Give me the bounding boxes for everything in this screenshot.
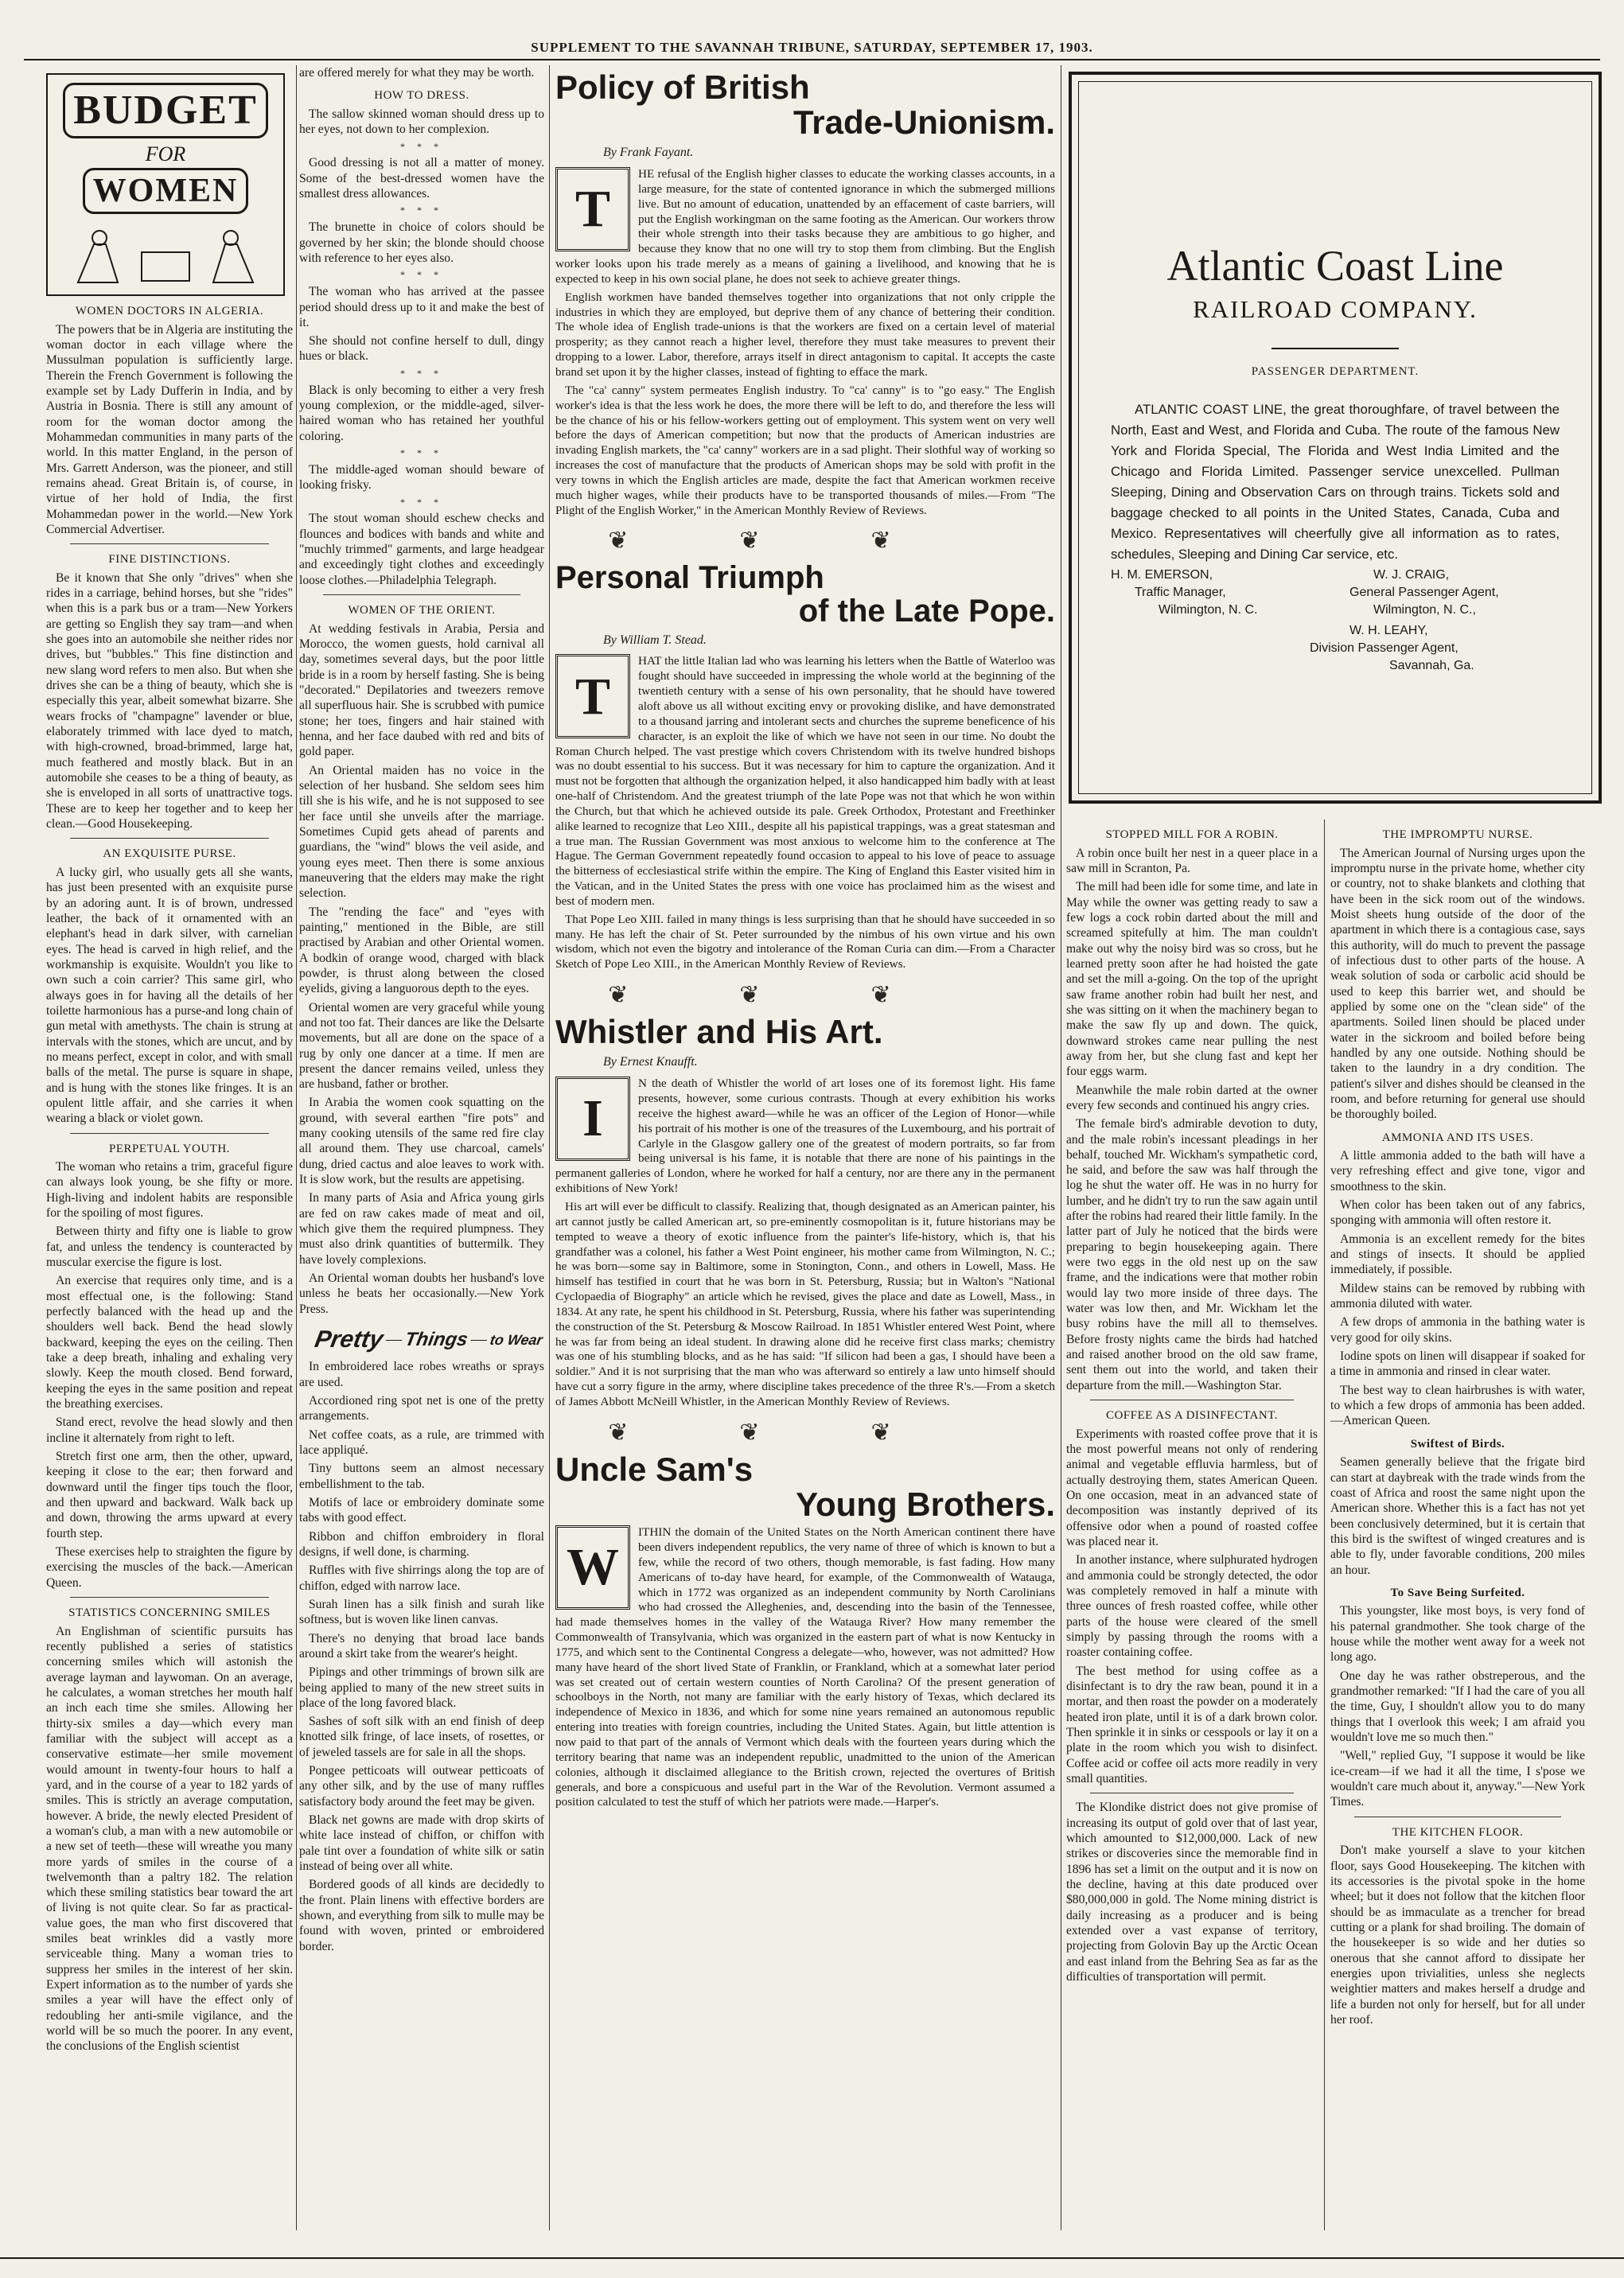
paragraph: Tiny buttons seem an almost necessary embellishment to the tab. (299, 1462, 544, 1491)
ad-city: Wilmington, N. C. (1159, 603, 1258, 617)
paragraph: English workmen have banded themselves together into organizations that not only cripple the industries in which they are employed, but deprive them of any chance of bettering their condition. The whole idea of English trade-unions is that the workers are fixed on a certain level of material prosperity; as they cannot reach a higher level, therefore they must take measures to prevent their dropping to a lower. Labor, therefore, arrays itself in direct antagonism to capital. It accepts the caste brand set upon it by the higher classes, instead of fighting to efface the mark. (555, 290, 1055, 379)
paragraph: HAT the little Italian lad who was learning his letters when the Battle of Waterloo was fought should have succeeded in impressing the whole world at the beginning of the twentieth century with a sense of his own personality, that he should have towered aloft above us all without exciting envy or provoking dislike, and have demonstrated to a thousand jarring and intolerant sects and churches the supreme beneficence of his character, is an exploit the like of which we have not seen in our time. No doubt the Roman Church helped. The vast prestige which covers Christendom with its twelve hundred bishops was no doubt essential to his success. But it was necessary for him to capture the organization. And it must not be forgotten that although the organization helped, it also handicapped him badly with at least one-half of Christendom. And the greatest triumph of the late Pope was not that which he won within the Church, but that which he achieved outside its pale. Greek Orthodox, Protestant and Freethinker alike learned to recognize that Leo XIII., despite all his papistical trappings, was a great statesman and a true man. The Russian Government was most anxious to welcome him to the conference at The Hague. The German Government repeatedly found occasion to appeal to his love of peace to assuage the bitterness of ecclesiastical strife within the empire. The King of England this Easter visited him in the Vatican, and in the United States the press with one voice has proclaimed him as the wisest and best of modern men. (555, 654, 1055, 908)
ad-title: Atlantic Coast Line (1166, 242, 1504, 290)
paragraph: A little ammonia added to the bath will have a very refreshing effect and give tone, vigor and smoothness to the skin. (1330, 1149, 1585, 1194)
headline-trade-unionism (555, 70, 1055, 140)
ad-name: H. M. EMERSON, (1111, 568, 1213, 582)
star-separator: * * * (400, 140, 443, 152)
paragraph: An Oriental maiden has no voice in the selection of her husband. She seldom sees him till she is his wife, and he is not supposed to see her face until she unveils after the marriage. Sometimes Cupid gets ahead of parents and guardians, the "wind" blows the veil aside, and young eyes meet. Then there is some anxious maneuvering that the elders may make the right selection. (299, 763, 544, 901)
byline: By William T. Stead. (603, 633, 707, 647)
ad-role: Traffic Manager, (1135, 586, 1226, 600)
headline-whistler: Whistler and His Art. (555, 1013, 883, 1051)
paragraph: The mill had been idle for some time, and late in May while the owner was getting ready to saw a few logs a cock robin darted about the mill and screamed spitefully at him. The man couldn't make out why the noisy bird was so cross, but he learned pretty soon after he had hoisted the gate and set the mill a-going. On the top of the upright saw frame another robin had built her nest, and she was sitting on it when the machinery began to make the saw fly up and down. The quick, downward strokes came near pulling the nest away from her, but she clung fast and kept her four eggs warm. (1066, 880, 1318, 1079)
paragraph: N the death of Whistler the world of art loses one of its foremost light. His fame presents, however, some curious contrasts. Though at every exhibition his works receive the highest award—while he was an officer of the Legion of Honor—while his portrait of his mother is one of the treasures of the Luxembourg, and his portrait of Carlyle in the Glasgow gallery one of the greatest of modern portraits, so far from being universal is his fame, it is notable that there are none of his paintings in the permanent galleries of London, where he worked for half a century, nor are there any in the permanent exhibitions of New York! (555, 1077, 1055, 1196)
ad-divider (1272, 348, 1399, 349)
heading-statistics-smiles: STATISTICS CONCERNING SMILES (68, 1606, 271, 1619)
column-budget-for-women (46, 65, 293, 2230)
paragraph: When color has been taken out of any fabrics, sponging with ammonia will often restore it. (1330, 1198, 1585, 1228)
paragraph: Be it known that She only "drives" when she rides in a carriage, behind horses, but she "rides" when this is a park bus or a tram—New Yorkers are getting so English they say tram—and when she goes into an automobile she neither rides nor drives, but "bubbles." This fine distinction and new slang word refers to men also. But when she drives she can be a thing of beauty, which she is especially this year, albeit somewhat bizarre. She wears frocks of "champagne" lavender or blue, elaborately trimmed with lace dyed to match, with high-crowned, broad-brimmed, large hat, much feathered and mostly black. But in an automobile she ceases to be a thing of beauty, as she is enveloped in all sorts of unattractive togs. These are to keep her together and to keep her clean.—Good Housekeeping. (46, 570, 293, 831)
paragraph: Ammonia is an excellent remedy for the bites and stings of insects. It should be applied immediately, if possible. (1330, 1232, 1585, 1277)
paragraph: This youngster, like most boys, is very fond of his paternal grandmother. She took charge of the house while the mother went away for a week not long ago. (1330, 1604, 1585, 1665)
ad-city: Wilmington, N. C., (1373, 603, 1476, 617)
paragraph: There's no denying that broad lace bands around a skirt take from the wearer's height. (299, 1631, 544, 1661)
paragraph: The best way to clean hairbrushes is with water, to which a few drops of ammonia has been added.—American Queen. (1330, 1383, 1585, 1428)
paragraph: In many parts of Asia and Africa young girls are fed on raw cakes made of meat and oil, which give them the required plumpness. They must also drink quantities of buttermilk. They have lovely complexions. (299, 1191, 544, 1267)
paragraph: In embroidered lace robes wreaths or sprays are used. (299, 1360, 544, 1389)
logo-dash: — (386, 1330, 403, 1349)
paragraph: The "ca' canny" system permeates English industry. To "ca' canny" is to "go easy." The English worker's idea is that the less work he does, the more there will be left to do, and therefore the less will be the chance of his or his fellow-workers getting out of employment. This system went on very well before the days of American competition; but now that the products of American industries are invading English markets, the "ca' canny" workers are in a sad plight. Their slothful way of working so increases the cost of manufacture that the products of American shops may be sold with profit in the very towns in which the English articles are made, despite the fact that American workmen receive much higher wages, while their products have to be transported thousands of miles.—From "The Plight of the English Worker," in the American Monthly Review of Reviews. (555, 383, 1055, 517)
drop-cap: T (555, 167, 630, 251)
column-rule (549, 65, 550, 2230)
heading-women-of-orient: WOMEN OF THE ORIENT. (348, 604, 496, 617)
divider (70, 543, 269, 544)
paragraph: An exercise that requires only time, and is a most effectual one, is the following: Stand perfectly balanced with the head up and the shoulders well back. Bend the head slowly backward, keeping the eyes on the ceiling. Then take a deep breath, inhaling and exhaling very slowly. Keep the mouth closed. Bend forward, keeping the eyes in the same position and repeat the breathing exercises. (46, 1274, 293, 1412)
paragraph: Mildew stains can be removed by rubbing with ammonia diluted with water. (1330, 1281, 1585, 1311)
paragraph: The middle-aged woman should beware of looking frisky. (299, 462, 544, 493)
column-rule (1324, 820, 1325, 2230)
byline: By Frank Fayant. (603, 146, 694, 160)
budget-for-women-logo (46, 73, 285, 296)
paragraph: That Pope Leo XIII. failed in many things is less surprising than that he should have succeeded in so many. He has left the chair of St. Peter surrounded by the nimbus of his own virtue and his own wisdom, which not even the bigotry and intolerance of the Roman Curia can dim.—From a Character Sketch of Pope Leo XIII., in the American Monthly Review of Reviews. (555, 912, 1055, 972)
column-feature-articles (555, 65, 1055, 2230)
heading-impromptu-nurse: THE IMPROMPTU NURSE. (1382, 828, 1533, 841)
heading-coffee-disinfectant: COFFEE AS A DISINFECTANT. (1105, 1409, 1279, 1423)
paragraph: The "rending the face" and "eyes with painting," mentioned in the Bible, are still practised by Arabian and other Oriental women. A bodkin of orange wood, charged with black powder, is thrust along between the closed eyelids, giving a languorous depth to the eyes. (299, 905, 544, 996)
star-separator: * * * (400, 367, 443, 379)
paragraph: HE refusal of the English higher classes to educate the working classes accounts, in a large measure, for the state of contented ignorance in which the submerged millions live. But no amount of education, unattended by an effacement of caste barriers, will put the English workingman on the same footing as the American. Our workers throw their whole strength into their tasks because they are ambitious to go higher, and because they know that no one will try to stop them from climbing. But the English worker looks upon his trade merely as a means of gaining a livelihood, and knowing that he is expected to keep in his own social plane, he does not seek to achieve greater things. (555, 167, 1055, 286)
paragraph: The woman who retains a trim, graceful figure can always look young, be she fifty or more. High-living and indolent habits are responsible for the spoiling of most figures. (46, 1160, 293, 1221)
paragraph: Bordered goods of all kinds are decidedly to the front. Plain linens with effective borders are shown, and everything from silk to mulle may be found with woven, printed or embroidered border. (299, 1878, 544, 1953)
masthead (0, 40, 1624, 56)
pretty-things-to-wear-logo (315, 1325, 544, 1354)
ad-role: General Passenger Agent, (1349, 586, 1499, 600)
headline-line: Policy of British (555, 68, 810, 106)
logo-for-word: FOR (145, 142, 186, 166)
divider (70, 1133, 269, 1134)
logo-budget-word: BUDGET (63, 83, 268, 138)
headline-line: Uncle Sam's (555, 1451, 754, 1489)
paragraph: One day he was rather obstreperous, and the grandmother remarked: "If I had the care of you all the time, Guy, I shouldn't allow you to do many things that I overlook this week; I am afraid you wouldn't love me so much then." (1330, 1669, 1585, 1745)
heading-kitchen-floor: THE KITCHEN FLOOR. (1392, 1825, 1524, 1839)
paragraph: Between thirty and fifty one is liable to grow fat, and unless the tendency is counteracted by muscular exercise the figure is lost. (46, 1225, 293, 1270)
paragraph: Sashes of soft silk with an end finish of deep knotted silk fringe, of lace insets, of rosettes, or of jeweled tassels are for sale in all the shops. (299, 1715, 544, 1759)
ad-city: Savannah, Ga. (1389, 659, 1474, 673)
paragraph: A few drops of ammonia in the bathing water is very good for oily skins. (1330, 1315, 1585, 1345)
headline-late-pope (555, 561, 1055, 628)
ad-role: Division Passenger Agent, (1310, 641, 1458, 656)
paragraph: are offered merely for what they may be worth. (299, 66, 535, 80)
logo-dash: — (470, 1330, 487, 1349)
headline-line: Young Brothers. (796, 1486, 1055, 1524)
masthead-rule (24, 59, 1600, 60)
headline-uncle-sams-brothers (555, 1452, 1055, 1522)
paragraph: Meanwhile the male robin darted at the owner every few seconds and continued his angry cries. (1066, 1083, 1318, 1112)
paragraph: Pongee petticoats will outwear petticoats of any other silk, and by the use of many ruffles satisfactory body around the feet may be given. (299, 1764, 544, 1809)
paragraph: Experiments with roasted coffee prove that it is the most powerful means not only of rendering animal and vegetable effluvia harmless, but of actually destroying them, states American Queen. On one occasion, meat in an advanced state of decomposition was instantly deprived of its offensive odor when a pound of roasted coffee was placed near it. (1066, 1427, 1318, 1548)
headline-line: Trade-Unionism. (793, 103, 1055, 142)
paragraph: Stand erect, revolve the head slowly and then incline it alternately from right to left. (46, 1415, 293, 1445)
paragraph: The powers that be in Algeria are instituting the woman doctor in each village where the Mussulman population is sufficiently large. Therein the French Government is following the example set by Lady Dufferin in India, and by Austria in Bosnia. There is still any amount of room for the woman doctor among the Mohammedan communities in many parts of the world. In this matter England, in the person of Mrs. Garrett Anderson, was the pioneer, and still remains ahead. Great Britain is, of course, in virtue of her hold of India, the first Mohammedan power in the world.—New York Commercial Advertiser. (46, 322, 293, 536)
paragraph: A lucky girl, who usually gets all she wants, has just been presented with an exquisite purse by an adoring aunt. It is of brown, undressed leather, the back of it ornamented with an elephant's head in dark silver, with carnelian eyes. The head is carved in high relief, and the workmanship is exquisite. Wouldn't you like to own such a coin carrier? This same girl, who always goes in for having all the details of her toilette harmonious has a purse-and long chain of gun metal with amethysts. The chain is strung at intervals with the stones, which are uncut, and by no means perfect, except in color, and with small balls of the metal. The purse is square in shape, and is hung with the stones like fringes. It is an opulent little affair, and she carries it when wearing a black or violet gown. (46, 865, 293, 1126)
heading-perpetual-youth: PERPETUAL YOUTH. (109, 1142, 230, 1155)
byline: By Ernest Knaufft. (603, 1055, 698, 1069)
paragraph: Accordioned ring spot net is one of the pretty arrangements. (299, 1393, 544, 1423)
heading-swiftest-birds: Swiftest of Birds. (1410, 1437, 1505, 1451)
paragraph: Net coffee coats, as a rule, are trimmed with lace appliqué. (299, 1427, 544, 1457)
paragraph: An Oriental woman doubts her husband's love unless he beats her occasionally.—New York Press. (299, 1271, 544, 1316)
star-separator: * * * (400, 269, 443, 281)
headline-line: of the Late Pope. (798, 593, 1055, 629)
divider (323, 594, 520, 595)
star-separator: * * * (400, 447, 443, 458)
heading-exquisite-purse: AN EXQUISITE PURSE. (103, 847, 236, 861)
paragraph: Ribbon and chiffon embroidery in floral designs, if well done, is charming. (299, 1529, 544, 1559)
masthead-text: SUPPLEMENT TO THE SAVANNAH TRIBUNE, SATURDAY, SEPTEMBER 17, 1903. (531, 40, 1093, 55)
paragraph: Seamen generally believe that the frigate bird can start at daybreak with the trade winds from the coast of Africa and roost the same night upon the American shore. Whether this is a fact has not yet been conclusively determined, but it is certain that this bird is the swiftest of winged creatures and is able to fly, under favorable conditions, 200 miles an hour. (1330, 1455, 1585, 1577)
seated-women-illustration (62, 220, 269, 284)
paragraph: Motifs of lace or embroidery dominate some tabs with good effect. (299, 1495, 544, 1525)
paragraph: Iodine spots on linen will disappear if soaked for a time in ammonia and rinsed in clear water. (1330, 1349, 1585, 1379)
logo-women-word: WOMEN (83, 168, 249, 214)
column-rule (296, 65, 297, 2230)
heading-save-surfeited: To Save Being Surfeited. (1390, 1586, 1525, 1599)
paragraph: Don't make yourself a slave to your kitchen floor, says Good Housekeeping. The kitchen with its accessories is the pivotal spoke in the home wheel; but it does not follow that the kitchen floor should be as immaculate as a trencher for bread cutting or a plank for shad broiling. The domain of the housekeeper is so wide and her duties so onerous that she cannot afford to dissipate her energies upon trivialities, unless she neglects weightier matters and makes herself a drudge and life a burden not only for herself, but for all under her roof. (1330, 1844, 1585, 2027)
leaf-ornament-row: ❦❦❦ (608, 1419, 1003, 1446)
logo-things-word: Things (403, 1328, 470, 1350)
paragraph: Good dressing is not all a matter of money. Some of the best-dressed women have the smallest dress allowances. (299, 156, 544, 201)
paragraph: Pipings and other trimmings of brown silk are being applied to many of the new street suits in place of the long favored black. (299, 1665, 544, 1710)
ad-body-text: ATLANTIC COAST LINE, the great thoroughfare, of travel between the North, East and West, and Florida and Cuba. The route of the famous New York and Florida Special, The Florida and West India Limited and the Chicago and Florida Limited. Passenger service unexcelled. Pullman Sleeping, Dining and Observation Cars on through trains. Tickets sold and baggage checked to all points in the United States, Canada, Cuba and Mexico. Representatives will cheerfully give all information as to rates, schedules, Sleeping and Dining Car service, etc. (1111, 402, 1560, 563)
paragraph: His art will ever be difficult to classify. Realizing that, though designated as an American painter, his art cannot justly be called American art, so pre-eminently cosmopolitan is it, future historians may be tempted to weave a theory of exotic influence from the painter's life-history, which is, that his grandfather was a colonel, his father a West Point engineer, his mother came from Wilmington, N. C.; he was born—some say in Baltimore, some in Stonington, Conn., and others in Lowell, Mass. He himself has testified in court that he was born in St. Petersburg, Russia; but in Walton's "National Cyclopaedia of Biography" an article which he revised, gives the place and date as Lowell, Mass., in 1834. At any rate, he spent his childhood in St. Petersburg, Russia, where his father was superintending the construction of the St. Petersburg & Moscow Railroad. In 1851 Whistler entered West Point, where he was far from being an ideal student. In drawing alone did he receive first class marks; chemistry was one of his stumbling blocks, and as he has said: "If silicon had been a gas, I should have been a soldier." And it is not surprising that the man who was afterward so entirely a law unto himself should have cut a sorry figure in the army, where discipline takes precedence of the three R's.—From a sketch of James Abbott McNeill Whistler, in the American Monthly Review of Reviews. (555, 1200, 1055, 1408)
ad-signatures (1111, 567, 1560, 686)
paragraph: "Well," replied Guy, "I suppose it would be like ice-cream—if we had it all the time, I s'pose we wouldn't care much about it, anyway."—New York Times. (1330, 1749, 1585, 1809)
paragraph: A robin once built her nest in a queer place in a saw mill in Scranton, Pa. (1066, 846, 1318, 875)
paragraph: Stretch first one arm, then the other, upward, keeping it close to the ear; then forward and downward until the finger tips touch the floor, and then upward and backward. Walk back up and down, throwing the arms upward at every fourth step. (46, 1450, 293, 1540)
heading-stopped-mill: STOPPED MILL FOR A ROBIN. (1105, 828, 1279, 841)
paragraph: The Klondike district does not give promise of increasing its output of gold over that of last year, which amounted to $12,000,000. Lack of new strikes or discoveries since the memorable find in 1896 has set a limit on the output and it is now on the decline, having at this date produced over $80,000,000 in gold. The Nome mining district is daily increasing as a producer and is being extended over a vast expanse of territory, projecting from Golovin Bay up the Arctic Ocean and east inland from the Behring Sea as far as the difficulties of transportation will permit. (1066, 1801, 1318, 1984)
bottom-rule (0, 2257, 1624, 2259)
column-dress-and-orient (299, 65, 544, 2230)
divider (70, 838, 269, 839)
paragraph: The female bird's admirable devotion to duty, and the male robin's incessant pleadings in her behalf, touched Mr. Wickham's sympathetic cord, he said, and before the saw was half through the log he shut the water off. He was in no hurry for lumber, and he didn't try to run the saw again until after the robins had reared their little family. In the latter part of July he noticed that the birds were preparing to begin housekeeping again. There were two eggs in the old nest up on the saw frame, and the indications were that mother robin would lay two more inside of three days. The water was low then, and Mr. Wickham let the busy robins have the mill all to themselves. Before frosty nights came the birds had hatched and raised another brood on the old saw frame, sent them out into the world, and taken their departure from the mill.—Washington Star. (1066, 1117, 1318, 1392)
heading-fine-distinctions: FINE DISTINCTIONS. (108, 553, 231, 567)
paragraph: Black is only becoming to either a very fresh young complexion, or the middle-aged, silver-haired woman who has retained her youthful coloring. (299, 383, 544, 443)
headline-line: Personal Triumph (555, 559, 824, 595)
ad-name: W. J. CRAIG, (1373, 568, 1450, 582)
advertisement-inner-border (1078, 81, 1592, 794)
paragraph: The American Journal of Nursing urges upon the impromptu nurse in the private home, whether city or country, not to shake blankets and clothing that have been in the sick room out of the windows. Moist sheets hung outside of the door of the apartment in which there is a contagious case, says this authority, will do much to prevent the passage of infectious dust to other parts of the house. A weak solution of soda or carbolic acid should be used to keep this barrier wet, and should be applied by some one on the "clean side" of the apartments. Soiled linen should be placed under water in the sickroom and boiled before being handled by any one outside. Nothing should be taken to the laundry in a dry condition. The patient's silver and dishes should be cleansed in the room, and before returning for general use should be thoroughly boiled. (1330, 846, 1585, 1122)
paragraph: She should not confine herself to dull, dingy hues or black. (299, 334, 544, 364)
paragraph: Black net gowns are made with drop skirts of white lace instead of chiffon, or chiffon with pale tint over a foundation of white silk or satin instead of being over all white. (299, 1813, 544, 1874)
atlantic-coast-line-advertisement (1069, 72, 1602, 804)
leaf-ornament-row: ❦❦❦ (608, 528, 1003, 555)
drop-cap: W (555, 1525, 630, 1610)
heading-women-doctors: WOMEN DOCTORS IN ALGERIA. (75, 305, 264, 317)
paragraph: At wedding festivals in Arabia, Persia and Morocco, the women guests, hold carnival all day, sometimes several days, but the poor little bride is in a room by herself fasting. She is being "decorated." Depilatories and tweezers remove all superfluous hair. She is scrubbed with pumice stone; her toes, fingers and hair stained with henna, and her face daubed with red and bits of gold paper. (299, 621, 544, 759)
paragraph: The brunette in choice of colors should be governed by her skin; the blonde should choose with reference to her eyes also. (299, 220, 544, 265)
star-separator: * * * (400, 204, 443, 216)
star-separator: * * * (400, 496, 443, 508)
logo-to-wear-word: to Wear (488, 1331, 544, 1348)
paragraph: Surah linen has a silk finish and surah like softness, but is woven like linen canvas. (299, 1597, 544, 1627)
paragraph: Oriental women are very graceful while young and not too fat. Their dances are like the Delsarte movements, but all are done on the space of a rug by only one dancer at a time. If men are present the dancer remains veiled, unless they are husband, father or brother. (299, 1000, 544, 1092)
paragraph: The woman who has arrived at the passee period should dress up to it and make the best of it. (299, 285, 544, 329)
heading-ammonia: AMMONIA AND ITS USES. (1381, 1131, 1534, 1144)
ad-subtitle: RAILROAD COMPANY. (1193, 295, 1478, 323)
column-robin-and-coffee (1066, 820, 1318, 2230)
ad-department: PASSENGER DEPARTMENT. (1251, 365, 1420, 378)
leaf-ornament-row: ❦❦❦ (608, 982, 1003, 1009)
paragraph: ITHIN the domain of the United States on the North American continent there have been divers independent republics, the very name of three of which is known to but a few, while the record of two others, though memorable, is fast fading. How many Americans of to-day have heard, for example, of the Commonwealth of Watauga, which in 1772 was organized as an independent community by North Carolinians who had crossed the Alleghenies, and, descending into the basin of the Tennessee, had made themselves homes in the valley of the Watauga River? How many remember the Commonwealth of Transylvania, which was organized in the eastern part of what is now Kentucky in 1775, and which sent to the Continental Congress a delegate—who, however, was not admitted? How many have heard of the short lived State of Franklin, or Frankland, which at a somewhat later period was set created out of certain western counties of North Carolina? Of the present generation of schoolboys in the North, not many are familiar with the early history of Texas, which declared its independence of Mexico in 1836, and which for some nine years remained an autonomous republic entering into treaties with foreign countries, including the United States. Again, but little attention is now paid to that part of the annals of Vermont which deals with the fourteen years during which the territory bearing that name was an independent republic, unadmitted to the union of the American colonies, although it disclaimed allegiance to the British crown, rejected the overtures of British generals, and bore a conspicuous and useful part in the War of the Revolution. Vermont assumed a position calculated to test the stuff of which her patriots were made.—Harper's. (555, 1525, 1055, 1809)
paragraph: The sallow skinned woman should dress up to her eyes, not down to her complexion. (299, 107, 544, 137)
paragraph: These exercises help to straighten the figure by exercising the muscles of the back.—American Queen. (46, 1545, 293, 1590)
drop-cap: T (555, 654, 630, 738)
column-nurse-and-kitchen (1330, 820, 1585, 2230)
divider (70, 1597, 269, 1598)
paragraph: In another instance, where sulphurated hydrogen and ammonia could be strongly detected, the odor was completely removed in half a minute with three ounces of fresh roasted coffee, while other parts of the house were cleared of the smell simply by passing through the rooms with a roaster containing coffee. (1066, 1553, 1318, 1660)
paragraph: In Arabia the women cook squatting on the ground, with several earthen "fire pots" and many cooking utensils of the same red fire clay all around them. They use charcoal, camels' dung, dried cactus and aloe leaves to work with. It is slow work, but the results are appetising. (299, 1096, 544, 1187)
paragraph: Ruffles with five shirrings along the top are of chiffon, edged with narrow lace. (299, 1563, 544, 1593)
heading-how-to-dress: HOW TO DRESS. (374, 89, 469, 103)
logo-pretty-word: Pretty (313, 1326, 385, 1353)
paragraph: The best method for using coffee as a disinfectant is to dry the raw bean, pound it in a mortar, and then roast the powder on a moderately heated iron plate, until it is of a dark brown color. Then sprinkle it in sinks or cesspools or lay it on a plate in the room which you wish to disinfect. Coffee acid or coffee oil acts more readily in very small quantities. (1066, 1664, 1318, 1785)
drop-cap: I (555, 1077, 630, 1161)
ad-name: W. H. LEAHY, (1349, 624, 1428, 638)
paragraph: The stout woman should eschew checks and flounces and bodices with bands and white and "muchly trimmed" garments, and large headgear and exceedingly tight clothes and exceedingly loose clothes.—Philadelphia Telegraph. (299, 512, 544, 587)
paragraph: An Englishman of scientific pursuits has recently published a series of statistics concerning smiles which will astonish the average layman and laywoman. On an average, he calculates, a woman stretches her mouth half an inch each time she smiles. Allowing her thirty-six smiles a day—which every man familiar with the subject will accept as a conservative estimate—her smile movement would amount in twenty-four hours to half a yard, and in the course of a year to 182 yards of smiles. This is strictly an average computation, however. A bride, the newly elected President of a woman's club, a man with a new automobile or a new set of teeth—these will wreathe you many more yards of smiles in the course of a twelvemonth than a paltry 182. The relation which these smiling statistics bear toward the art of living is not quite clear. So far as practical-value goes, the man who first discovered that smiles beat wrinkles did a vastly more serviceable thing. Many a woman tries to suppress her smiles in the interest of her skin. Expert information as to the number of yards she smiles a year will have the effect only of redoubling her anti-smile vigilance, and the world will be so much the poorer. In any event, the conclusions of the English scientist (46, 1624, 293, 2054)
